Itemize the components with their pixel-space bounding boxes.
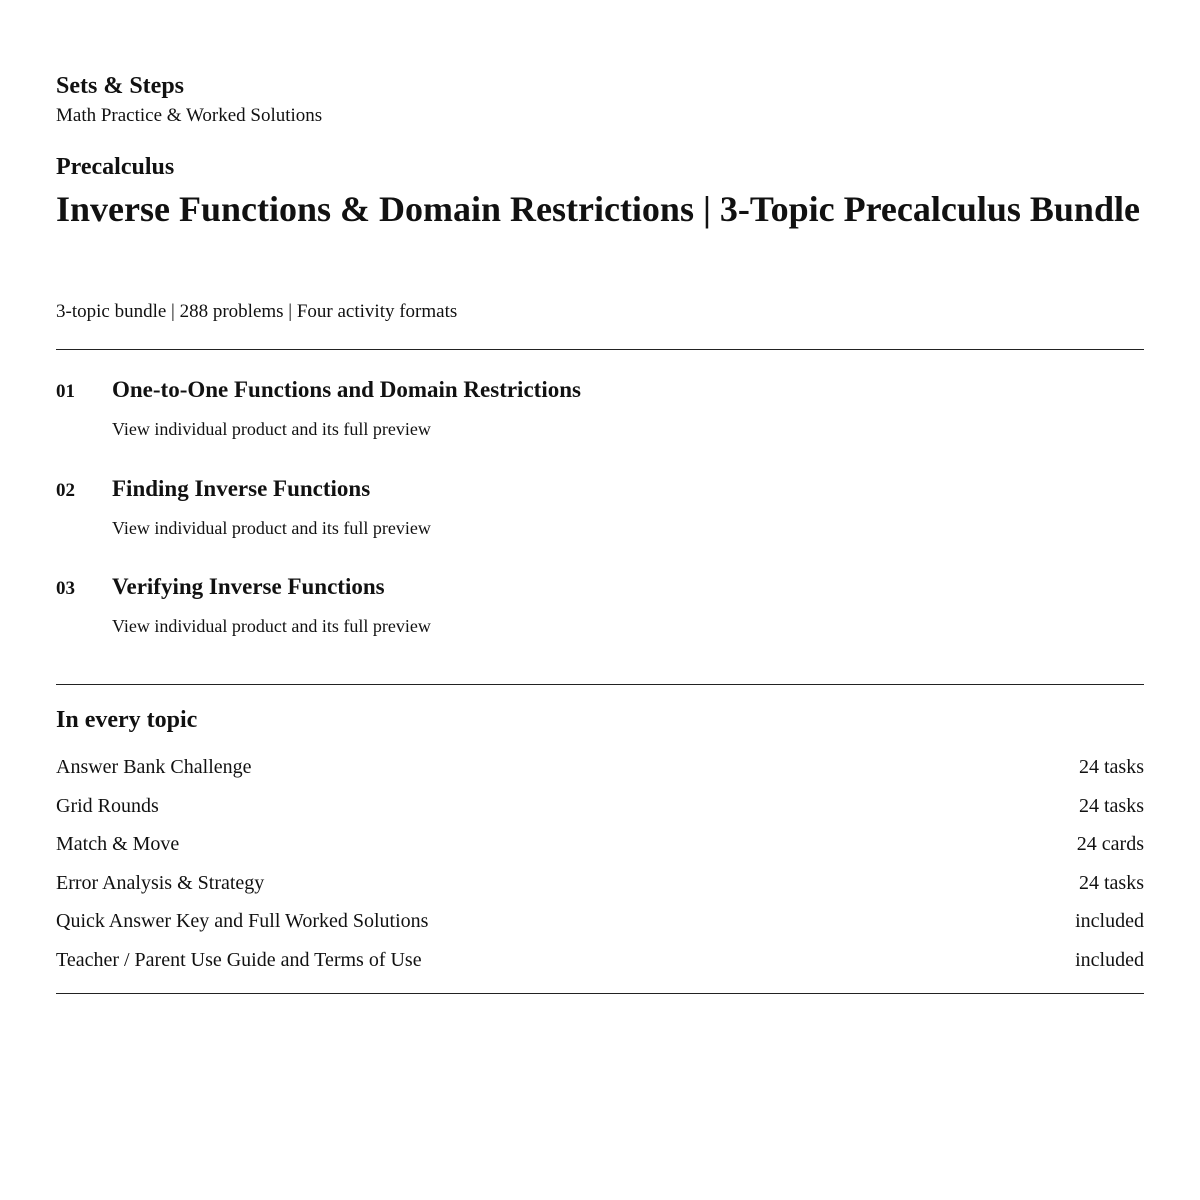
divider (56, 993, 1144, 994)
view-product-link[interactable]: View individual product and its full preview (112, 419, 431, 439)
topic-number: 02 (56, 480, 75, 501)
feature-count: included (1075, 910, 1144, 933)
feature-name: Answer Bank Challenge (56, 756, 252, 778)
list-item (56, 947, 1144, 986)
list-item (56, 831, 1144, 870)
section-heading: In every topic (56, 707, 198, 733)
divider (56, 684, 1144, 685)
topic-title: One-to-One Functions and Domain Restrictions (112, 377, 581, 402)
feature-name: Quick Answer Key and Full Worked Solutions (56, 910, 429, 933)
brand-name: Sets & Steps (56, 73, 185, 99)
feature-name: Error Analysis & Strategy (56, 871, 265, 894)
feature-name: Teacher / Parent Use Guide and Terms of Use (56, 948, 422, 971)
product-meta: 3-topic bundle | 288 problems | Four activity formats (56, 301, 458, 322)
view-product-link[interactable]: View individual product and its full preview (112, 518, 431, 538)
feature-list (56, 754, 1144, 986)
topic-number: 01 (56, 381, 75, 402)
feature-count: included (1075, 948, 1144, 971)
feature-name: Match & Move (56, 833, 180, 856)
subject-label: Precalculus (56, 154, 175, 180)
product-title: Inverse Functions & Domain Restrictions | 3-Topic Precalculus Bundle (56, 189, 1140, 229)
feature-count: 24 cards (1076, 833, 1144, 856)
topic-title: Verifying Inverse Functions (112, 574, 385, 599)
feature-count: 24 tasks (1079, 871, 1144, 894)
list-item (56, 908, 1144, 947)
feature-count: 24 tasks (1079, 756, 1144, 778)
divider (56, 349, 1144, 350)
brand-tagline: Math Practice & Worked Solutions (56, 105, 323, 126)
view-product-link[interactable]: View individual product and its full preview (112, 616, 431, 636)
feature-count: 24 tasks (1079, 794, 1144, 817)
feature-name: Grid Rounds (56, 794, 159, 817)
list-item (56, 870, 1144, 909)
list-item (56, 754, 1144, 793)
topic-number: 03 (56, 578, 75, 599)
list-item (56, 793, 1144, 832)
topic-title: Finding Inverse Functions (112, 476, 371, 501)
